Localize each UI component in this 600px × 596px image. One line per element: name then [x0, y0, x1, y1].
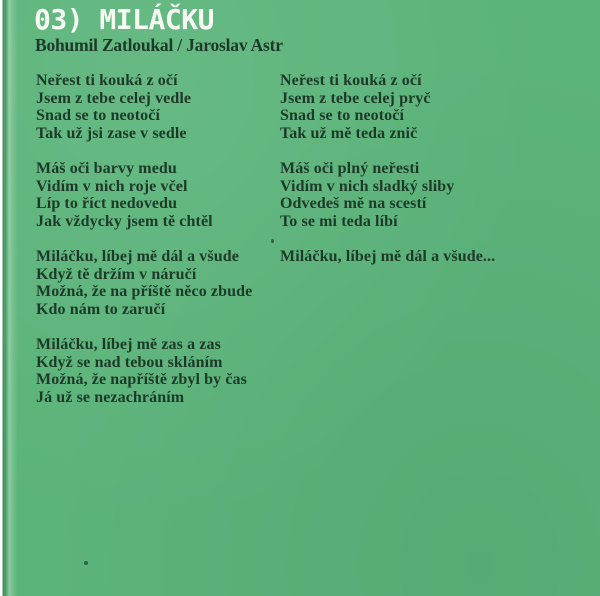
lyric-line: To se mi teda líbí — [280, 212, 398, 230]
lyric-line: Možná, že na příště něco zbude — [36, 283, 253, 301]
stanza — [36, 160, 280, 230]
lyrics-column-left — [36, 72, 280, 424]
lyric-line: Snad se to neotočí — [36, 107, 161, 125]
stanza — [36, 72, 280, 142]
lyric-line: Neřest ti kouká z očí — [36, 72, 178, 89]
scan-speck — [84, 561, 88, 565]
lyric-line: Máš oči plný neřesti — [280, 159, 420, 177]
lyric-line: Odvedeš mě na scestí — [280, 195, 427, 213]
lyric-line: Já už se nezachráním — [36, 388, 185, 406]
stanza — [36, 336, 280, 406]
lyric-line: Vidím v nich sladký sliby — [280, 177, 455, 195]
lyric-line: Možná, že napříště zbyl by čas — [36, 371, 247, 389]
stanza — [280, 248, 590, 266]
lyric-line: Máš oči barvy medu — [36, 159, 177, 177]
lyric-line: Když tě držím v náručí — [36, 265, 197, 283]
booklet-spine-fold — [0, 0, 18, 596]
lyric-line: Líp to říct nedovedu — [36, 195, 178, 213]
lyric-line: Neřest ti kouká z očí — [280, 72, 422, 89]
lyric-line: Miláčku, líbej mě dál a všude — [36, 247, 239, 265]
lyric-line: Snad se to neotočí — [280, 107, 405, 125]
stanza — [36, 248, 280, 318]
songwriter-credits: Bohumil Zatloukal / Jaroslav Astr — [35, 35, 283, 55]
lyric-line: Jsem z tebe celej vedle — [36, 89, 192, 107]
lyric-line: Miláčku, líbej mě dál a všude... — [280, 247, 496, 265]
stanza — [280, 72, 590, 142]
lyric-line: Vidím v nich roje včel — [36, 177, 188, 195]
lyric-line: Tak už jsi zase v sedle — [36, 124, 187, 142]
lyric-line: Tak už mě teda znič — [280, 124, 418, 142]
lyric-line: Kdo nám to zaručí — [36, 300, 166, 318]
lyrics-columns — [36, 72, 590, 424]
lyric-line: Jak vždycky jsem tě chtěl — [36, 212, 213, 230]
track-title: 03) MILÁČKU — [34, 3, 214, 36]
lyric-line: Jsem z tebe celej pryč — [280, 89, 431, 107]
lyric-line: Když se nad tebou skláním — [36, 353, 223, 371]
lyric-line: Miláčku, líbej mě zas a zas — [36, 335, 221, 353]
lyrics-column-right — [280, 72, 590, 283]
stanza — [280, 160, 590, 230]
